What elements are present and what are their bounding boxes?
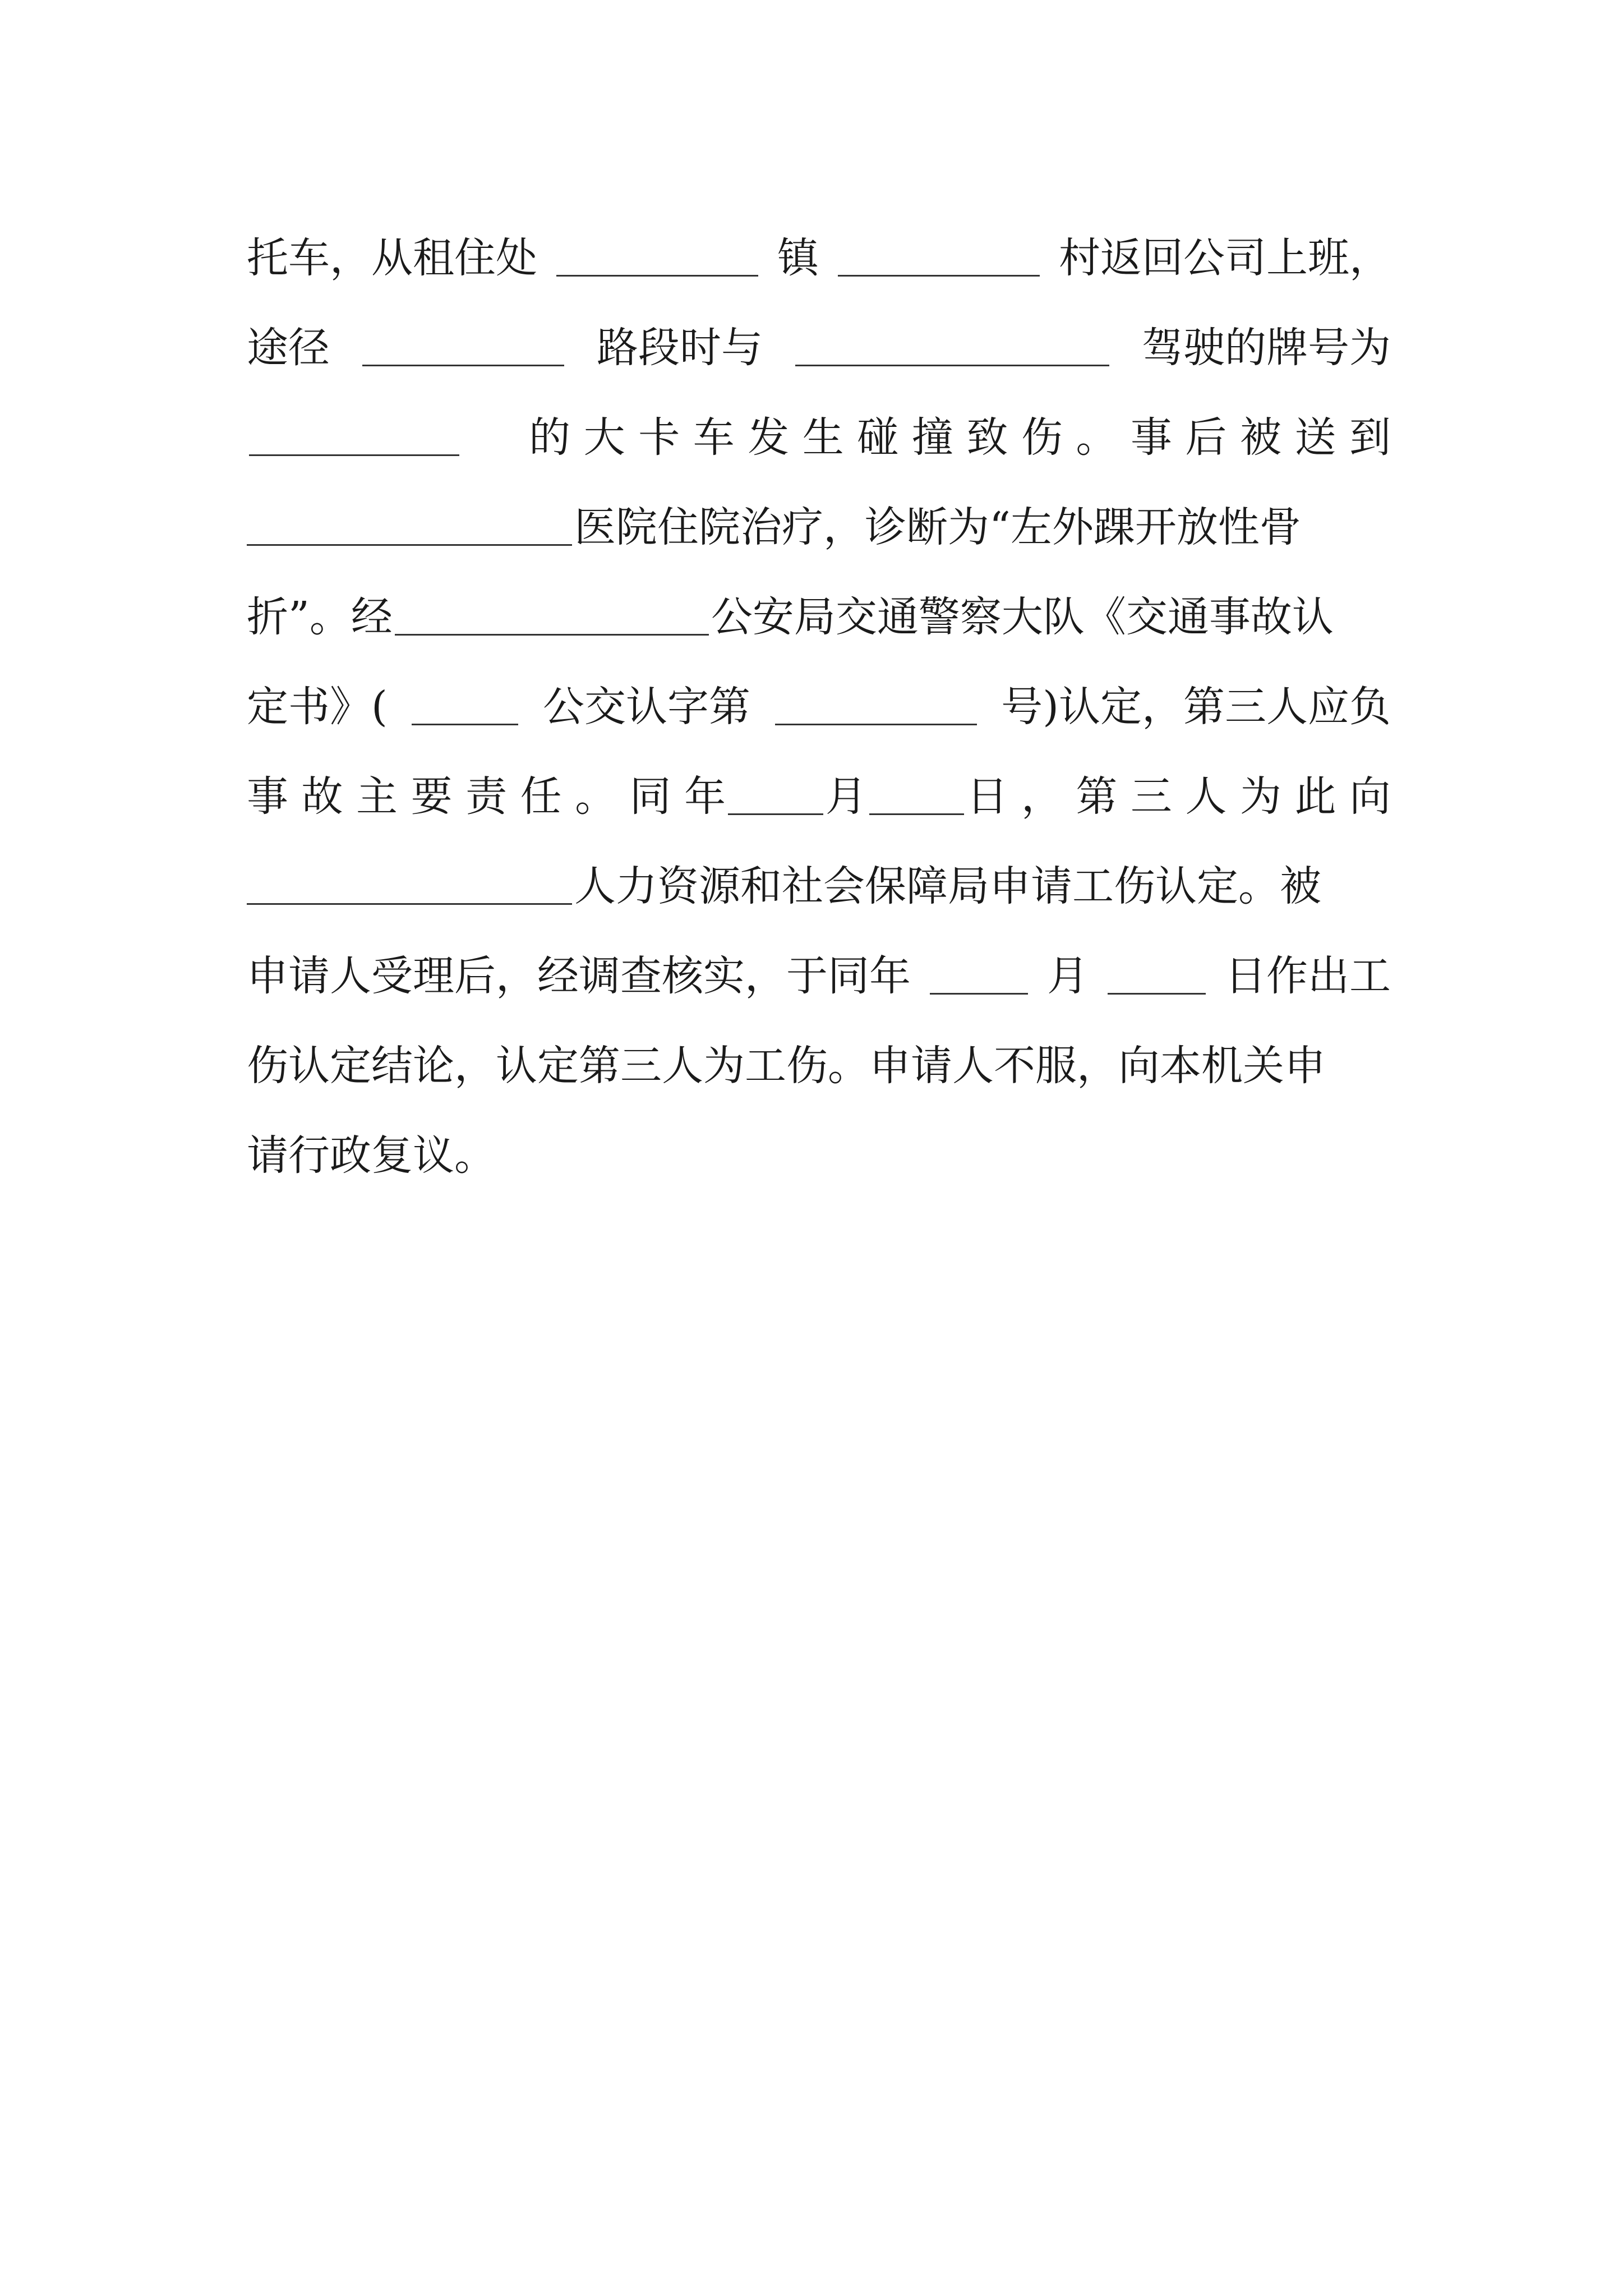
text-segment: 公交认字第 (543, 683, 750, 731)
text-segment: 的 大 卡 车 发 生 碰 撞 致 伤 。 事 后 被 送 到 (529, 413, 1391, 462)
fill-blank (247, 864, 572, 905)
paragraph-line-6 (247, 662, 1391, 752)
fill-blank (1108, 954, 1206, 995)
fill-blank (795, 325, 1109, 366)
fill-blank (249, 415, 459, 456)
text-segment: 日 ， 第 三 人 为 此 向 (966, 772, 1391, 821)
text-segment: 月 (825, 772, 867, 821)
fill-blank (930, 954, 1028, 995)
fill-blank (838, 236, 1040, 277)
text-segment: 托车，从租住处 (247, 234, 537, 282)
fill-blank (869, 774, 965, 815)
paragraph-line-7 (247, 752, 1391, 841)
text-segment: 请行政复议。 (247, 1131, 496, 1180)
fill-blank (247, 505, 572, 546)
text-segment: 号)认定，第三人应负 (1001, 683, 1391, 731)
paragraph-line-9 (247, 931, 1391, 1021)
text-segment: 途径 (247, 324, 330, 372)
paragraph-line-10 (247, 1021, 1391, 1111)
text-segment: 驾驶的牌号为 (1142, 324, 1391, 372)
text-segment: 医院住院治疗，诊断为“左外踝开放性骨 (574, 503, 1301, 551)
paragraph-line-3 (247, 393, 1391, 482)
paragraph-line-11 (247, 1111, 1391, 1200)
text-segment: 路段时与 (597, 324, 763, 372)
text-segment: 村返回公司上班， (1059, 234, 1391, 282)
text-segment: 折”。经 (247, 593, 393, 641)
fill-blank (362, 325, 564, 366)
text-segment: 伤认定结论，认定第三人为工伤。申请人不服，向本机关申 (247, 1042, 1326, 1090)
paragraph-line-8 (247, 841, 1391, 931)
document-body (247, 213, 1391, 1200)
text-segment: 申请人受理后，经调查核实，于同年 (247, 952, 911, 1000)
fill-blank (395, 595, 709, 636)
paragraph-line-5 (247, 572, 1391, 662)
text-segment: 人力资源和社会保障局申请工伤认定。被 (574, 862, 1321, 910)
paragraph-line-4 (247, 482, 1391, 572)
text-segment: 定书》( (247, 683, 388, 731)
fill-blank (556, 236, 758, 277)
paragraph-line-2 (247, 303, 1391, 393)
fill-blank (412, 684, 518, 725)
text-segment: 镇 (777, 234, 819, 282)
text-segment: 公安局交通警察大队《交通事故认 (711, 593, 1334, 641)
text-segment: 日作出工 (1225, 952, 1391, 1000)
paragraph-line-1 (247, 213, 1391, 303)
text-segment: 月 (1047, 952, 1089, 1000)
text-segment: 事 故 主 要 责 任 。 同 年 (247, 772, 726, 821)
fill-blank (775, 684, 977, 725)
fill-blank (728, 774, 823, 815)
